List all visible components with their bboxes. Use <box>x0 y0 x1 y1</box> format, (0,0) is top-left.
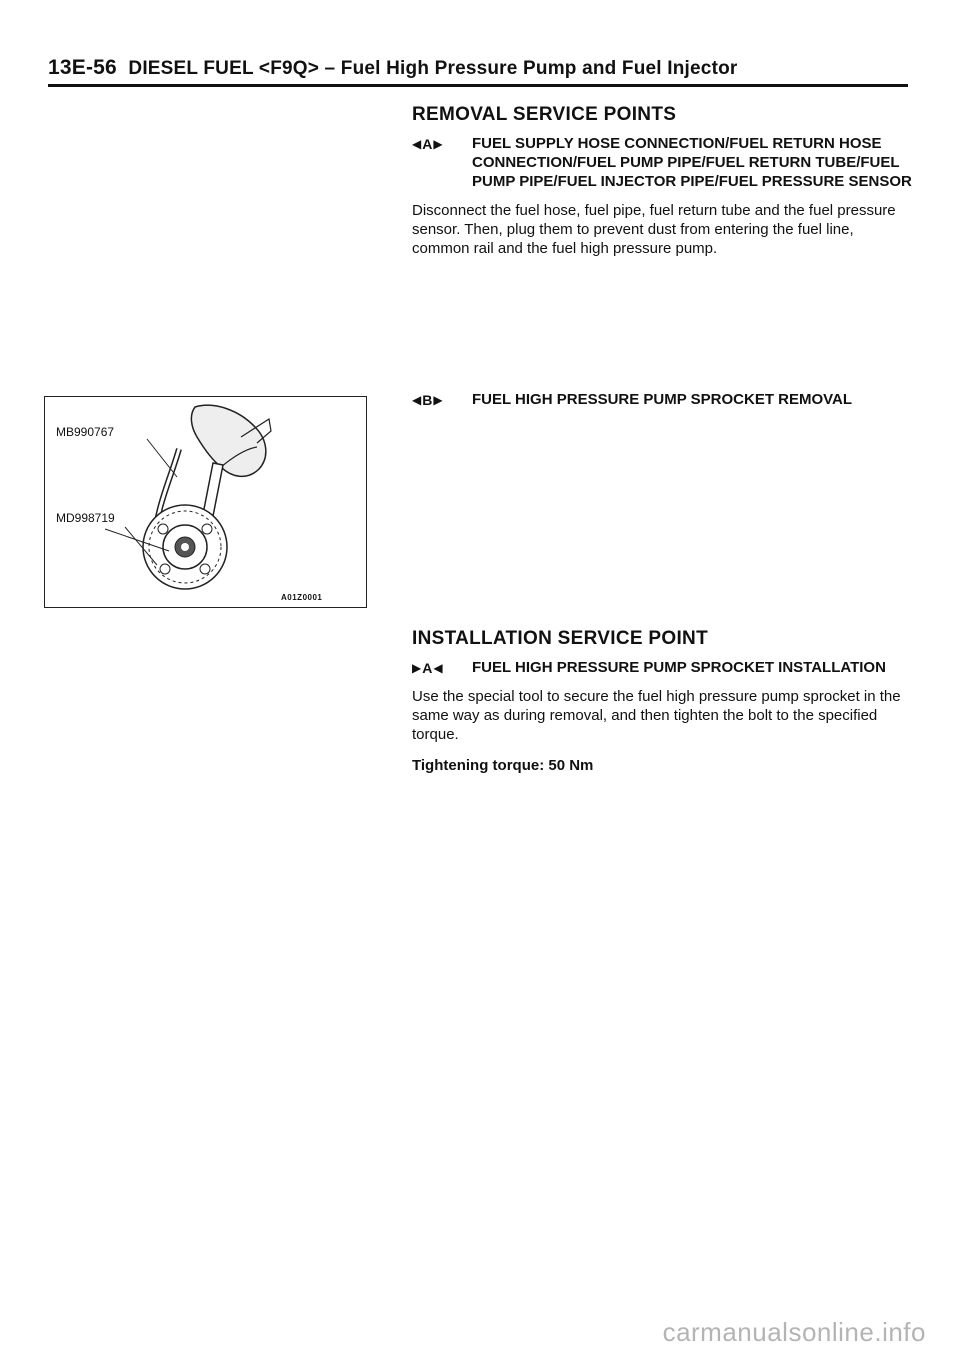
removal-item-a-title: FUEL SUPPLY HOSE CONNECTION/FUEL RETURN HOSE CONNECTION/FUEL PUMP PIPE/FUEL RETURN TUBE/FUEL PUMP PIPE/FUEL INJECTOR PIPE/FUEL PRESSURE SENSOR <box>472 135 912 190</box>
watermark: carmanualsonline.info <box>662 1317 926 1347</box>
arrow-right-icon: ▶ <box>433 393 443 407</box>
installation-item-a <box>412 658 912 677</box>
removal-marker-a <box>412 134 472 153</box>
removal-item-b-section <box>412 390 912 409</box>
figure-code: A01Z0001 <box>281 593 323 602</box>
page-header <box>48 56 908 80</box>
installation-item-a-title: FUEL HIGH PRESSURE PUMP SPROCKET INSTALLATION <box>472 659 886 676</box>
arrow-left-icon: ◀ <box>433 661 443 675</box>
marker-letter: A <box>422 136 433 152</box>
installation-section <box>412 628 912 775</box>
removal-heading: REMOVAL SERVICE POINTS <box>412 104 677 125</box>
tool-label-mb990767: MB990767 <box>56 425 115 439</box>
header-rule <box>48 84 908 87</box>
arrow-right-icon: ▶ <box>412 661 422 675</box>
installation-marker-a <box>412 658 472 677</box>
removal-item-b <box>412 390 912 409</box>
page-code: 13E-56 <box>48 56 117 79</box>
removal-item-b-title: FUEL HIGH PRESSURE PUMP SPROCKET REMOVAL <box>472 391 853 408</box>
removal-marker-b <box>412 390 472 409</box>
removal-item-a <box>412 134 912 191</box>
sprocket-tool-figure <box>44 396 367 608</box>
installation-heading: INSTALLATION SERVICE POINT <box>412 628 708 649</box>
tightening-torque: Tightening torque: 50 Nm <box>412 757 594 774</box>
arrow-left-icon: ◀ <box>412 393 422 407</box>
marker-letter: B <box>422 392 433 408</box>
arrow-left-icon: ◀ <box>412 137 422 151</box>
arrow-right-icon: ▶ <box>433 137 443 151</box>
marker-letter: A <box>422 660 433 676</box>
removal-section <box>412 104 912 258</box>
tool-label-md998719: MD998719 <box>56 511 115 525</box>
removal-item-a-body: Disconnect the fuel hose, fuel pipe, fuel return tube and the fuel pressure sensor. Then, plug them to prevent dust from entering the fuel line, common rail and the fuel high pressure pump. <box>412 202 896 257</box>
installation-item-a-body: Use the special tool to secure the fuel high pressure pump sprocket in the same way as during removal, and then tighten the bolt to the specified torque. <box>412 688 901 743</box>
page-title: DIESEL FUEL <F9Q> – Fuel High Pressure Pump and Fuel Injector <box>128 58 738 79</box>
